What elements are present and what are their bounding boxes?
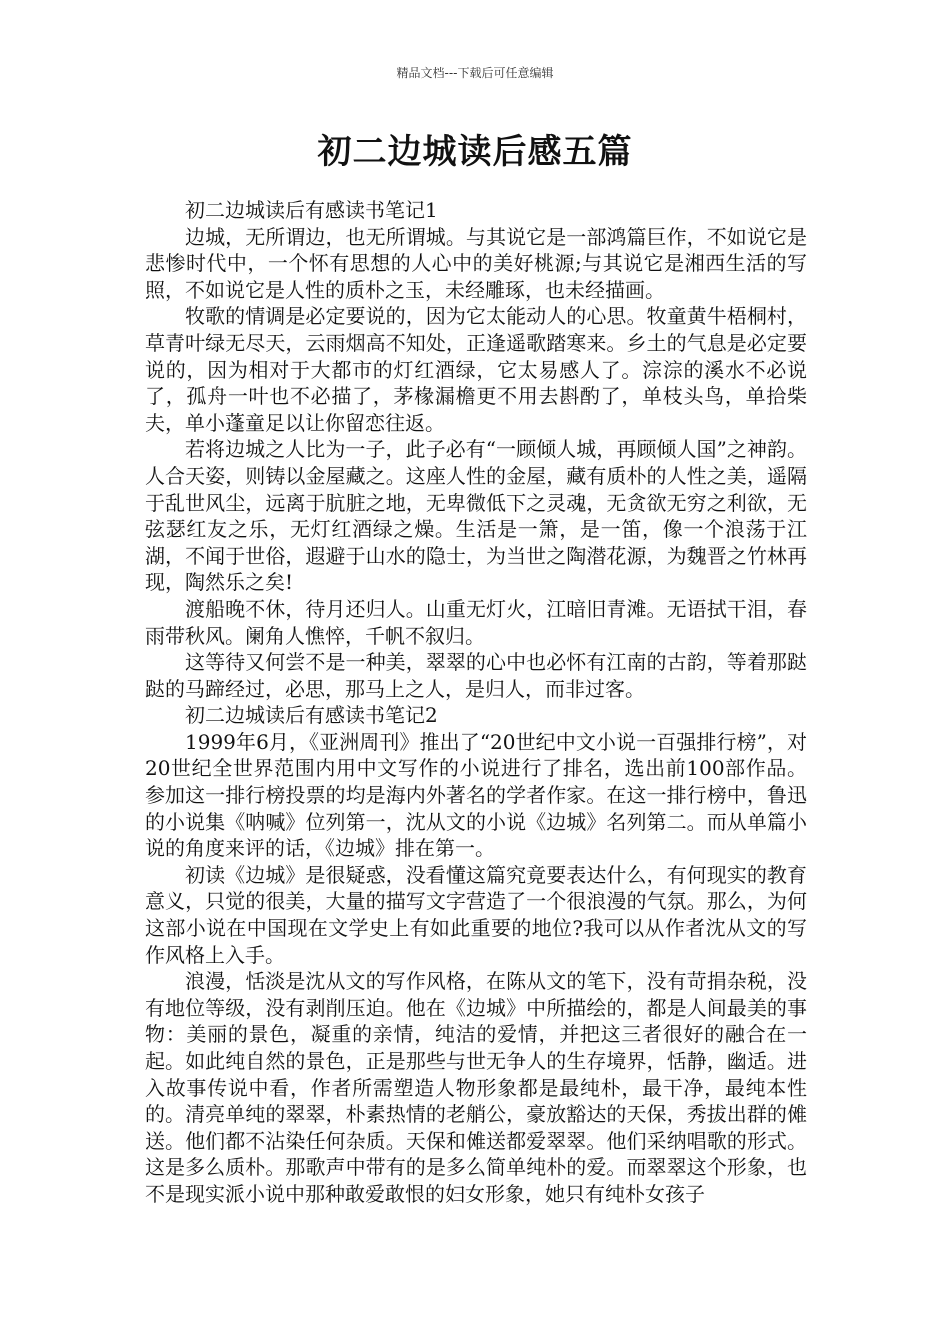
paragraph: 牧歌的情调是必定要说的，因为它太能动人的心思。牧童黄牛梧桐村，草青叶绿无尽天，云雨烟高不知处，正逢遥歌踏寒来。乡土的气息是必定要说的，因为相对于大都市的灯红酒绿，它太易感人了。淙淙的溪水不必说了，孤舟一叶也不必描了，茅椽漏檐更不用去斟酌了，单枝头鸟，单拾柴夫，单小蓬童足以让你留恋往返。	[145, 304, 807, 435]
paragraph: 初读《边城》是很疑惑，没看懂这篇究竟要表达什么，有何现实的教育意义，只觉的很美，大量的描写文字营造了一个很浪漫的气氛。那么，为何这部小说在中国现在文学史上有如此重要的地位?我可以从作者沈从文的写作风格上入手。	[145, 862, 807, 967]
paragraph: 边城，无所谓边，也无所谓城。与其说它是一部鸿篇巨作，不如说它是悲惨时代中，一个怀有思想的人心中的美好桃源;与其说它是湘西生活的写照，不如说它是人性的质朴之玉，未经雕琢，也未经描画。	[145, 224, 807, 302]
paragraph: 这等待又何尝不是一种美，翠翠的心中也必怀有江南的古韵，等着那跶跶的马蹄经过，必思，那马上之人，是归人，而非过客。	[145, 650, 807, 701]
section-heading-1: 初二边城读后有感读书笔记1	[185, 198, 438, 222]
paragraph: 渡船晚不休，待月还归人。山重无灯火，江暗旧青滩。无语拭干泪，春雨带秋风。阑角人憔悴，千帆不叙归。	[145, 596, 807, 648]
section-heading-2: 初二边城读后有感读书笔记2	[185, 703, 438, 728]
paragraph: 1999年6月，《亚洲周刊》推出了“20世纪中文小说一百强排行榜”，对20世纪全世界范围内用中文写作的小说进行了排名，选出前100部作品。参加这一排行榜投票的均是海内外著名的学者作家。在这一排行榜中，鲁迅的小说集《呐喊》位列第一，沈从文的小说《边城》名列第二。而从单篇小说的角度来评的话，《边城》排在第一。	[145, 729, 807, 861]
document-body	[145, 197, 807, 1208]
paragraph: 浪漫，恬淡是沈从文的写作风格，在陈从文的笔下，没有苛捐杂税，没有地位等级，没有剥削压迫。他在《边城》中所描绘的，都是人间最美的事物：美丽的景色，凝重的亲情，纯洁的爱情，并把这三者很好的融合在一起。如此纯自然的景色，正是那些与世无争人的生存境界，恬静，幽适。进入故事传说中看，作者所需塑造人物形象都是最纯朴，最干净，最纯本性的。清亮单纯的翠翠，朴素热情的老艄公，豪放豁达的天保，秀拔出群的傩送。他们都不沾染任何杂质。天保和傩送都爱翠翠。他们采纳唱歌的形式。这是多么质朴。那歌声中带有的是多么简单纯朴的爱。而翠翠这个形象，也不是现实派小说中那种敢爱敢恨的妇女形象，她只有纯朴女孩子	[145, 969, 807, 1206]
page-header-note: 精品文档---下载后可任意编辑	[396, 66, 554, 80]
paragraph: 若将边城之人比为一子，此子必有“一顾倾人城，再顾倾人国”之神韵。人合天姿，则铸以金屋藏之。这座人性的金屋，藏有质朴的人性之美，遥隔于乱世风尘，远离于肮脏之地，无卑微低下之灵魂，无贪欲无穷之利欲，无弦瑟红友之乐，无灯红酒绿之燥。生活是一箫，是一笛，像一个浪荡于江湖，不闻于世俗，遐避于山水的隐士，为当世之陶潜花源，为魏晋之竹林再现，陶然乐之矣!	[145, 437, 807, 595]
document-title: 初二边城读后感五篇	[317, 132, 633, 172]
